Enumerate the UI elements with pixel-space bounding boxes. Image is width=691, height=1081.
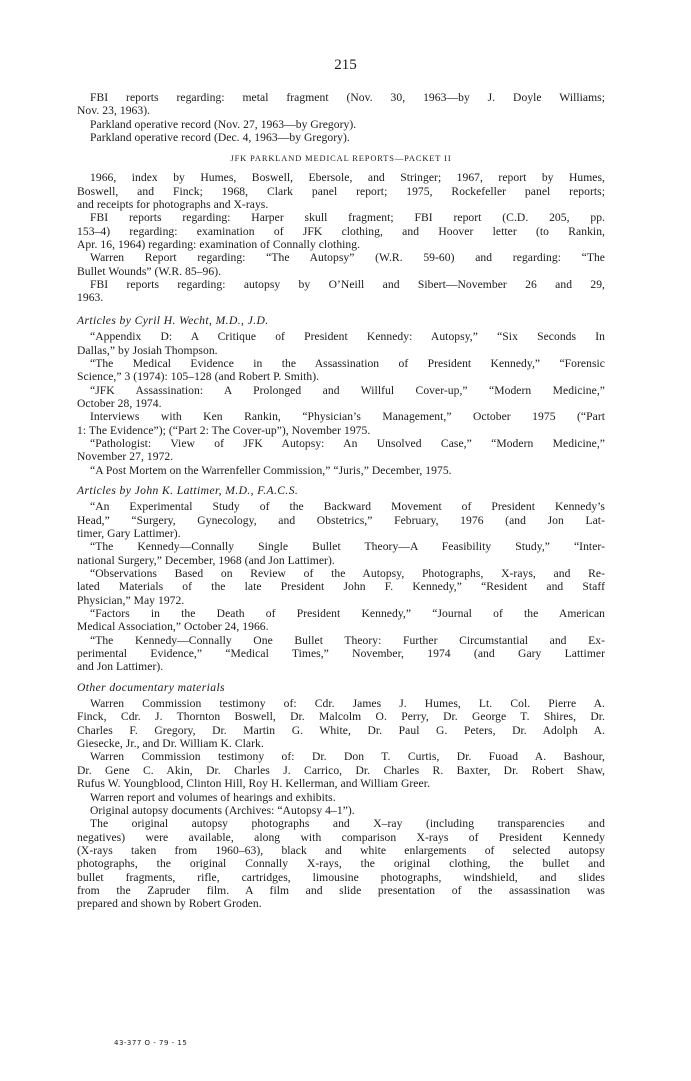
text-line: “The Kennedy—Connally Single Bullet Theory—A Feasibility Study,” “Inter-: [90, 540, 605, 554]
lattimer-block: [77, 500, 605, 673]
text-line: and receipts for photographs and X-rays.: [77, 198, 269, 212]
text-line: (X-rays taken from 1960–63), black and white enlargements of selected autopsy: [77, 843, 605, 857]
text-line: Bullet Wounds” (W.R. 85–96).: [77, 264, 222, 278]
text-line: perimental Evidence,” “Medical Times,” November, 1974 (and Gary Lattimer: [77, 647, 605, 661]
text-line: Dallas,” by Josiah Thompson.: [77, 343, 218, 357]
text-line: Parkland operative record (Nov. 27, 1963—by Gregory).: [90, 117, 357, 131]
text-line: 1: The Evidence”); (“Part 2: The Cover-up”), November 1975.: [77, 423, 371, 437]
text-line: Head,” “Surgery, Gynecology, and Obstetrics,” February, 1976 (and Jon Lat-: [77, 513, 605, 527]
text-line: photographs, the original Connally X-rays, the original clothing, the bullet and: [77, 857, 605, 871]
text-line: “The Medical Evidence in the Assassination of President Kennedy,” “Forensic: [90, 356, 605, 370]
text-line: timer, Gary Lattimer).: [77, 526, 181, 540]
wecht-subheading: Articles by Cyril H. Wecht, M.D., J.D.: [77, 313, 269, 327]
text-line: and Jon Lattimer).: [77, 660, 164, 674]
text-line: FBI reports regarding: autopsy by O’Neill and Sibert—November 26 and 29,: [90, 278, 605, 292]
text-line: “Factors in the Death of President Kennedy,” “Journal of the American: [90, 607, 605, 621]
lattimer-subheading: Articles by John K. Lattimer, M.D., F.A.C.S.: [77, 483, 299, 497]
text-line: November 27, 1972.: [77, 450, 174, 464]
text-line: Charles F. Gregory, Dr. Martin G. White, Dr. Paul G. Peters, Dr. Adolph A.: [77, 723, 605, 737]
section-heading: JFK PARKLAND MEDICAL REPORTS—PACKET II: [230, 154, 452, 164]
text-line: Medical Association,” October 24, 1966.: [77, 620, 269, 634]
text-line: Warren report and volumes of hearings and exhibits.: [90, 790, 336, 804]
text-line: Interviews with Ken Rankin, “Physician’s Management,” October 1975 (“Part: [90, 410, 605, 424]
print-code-footer: 43-377 O - 79 - 15: [114, 1039, 188, 1047]
text-line: bullet fragments, rifle, cartridges, limousine photographs, windshield, and slides: [77, 870, 605, 884]
text-line: “The Kennedy—Connally One Bullet Theory: Further Circumstantial and Ex-: [90, 633, 605, 647]
document-body: [77, 91, 605, 911]
text-line: Warren Report regarding: “The Autopsy” (W.R. 59-60) and regarding: “The: [90, 251, 605, 265]
text-line: “Observations Based on Review of the Autopsy, Photographs, X-rays, and Re-: [90, 567, 605, 580]
text-line: Boswell, and Finck; 1968, Clark panel report; 1975, Rockefeller panel reports;: [77, 184, 605, 198]
text-line: Warren Commission testimony of: Cdr. James J. Humes, Lt. Col. Pierre A.: [90, 697, 605, 711]
other-block: [77, 697, 605, 911]
text-line: Nov. 23, 1963).: [77, 104, 151, 118]
text-line: Finck, Cdr. J. Thornton Boswell, Dr. Malcolm O. Perry, Dr. George T. Shires, Dr.: [77, 710, 605, 724]
text-line: Original autopsy documents (Archives: “Autopsy 4–1”).: [90, 803, 355, 817]
text-line: “Pathologist: View of JFK Autopsy: An Unsolved Case,” “Modern Medicine,”: [90, 436, 605, 450]
text-line: “A Post Mortem on the Warrenfeller Commission,” “Juris,” December, 1975.: [90, 463, 452, 477]
text-line: “An Experimental Study of the Backward Movement of President Kennedy’s: [90, 500, 605, 514]
text-line: from the Zapruder film. A film and slide presentation of the assassination was: [77, 883, 605, 897]
text-line: “Appendix D: A Critique of President Kennedy: Autopsy,” “Six Seconds In: [90, 330, 605, 344]
page-number: 215: [334, 57, 357, 73]
text-line: October 28, 1974.: [77, 396, 162, 410]
text-line: The original autopsy photographs and X–ray (including transparencies and: [90, 817, 605, 831]
text-line: Parkland operative record (Dec. 4, 1963—by Gregory).: [90, 131, 350, 145]
wecht-block: [77, 330, 605, 477]
text-line: negatives) were available, along with comparison X-rays of President Kennedy: [77, 830, 605, 844]
text-line: FBI reports regarding: Harper skull fragment; FBI report (C.D. 205, pp.: [90, 211, 605, 225]
text-line: national Surgery,” December, 1968 (and Jon Lattimer).: [77, 553, 335, 567]
text-line: 153–4) regarding: examination of JFK clothing, and Hoover letter (to Rankin,: [77, 224, 605, 238]
text-line: Science,” 3 (1974): 105–128 (and Robert P. Smith).: [77, 370, 320, 384]
text-line: 1963.: [77, 291, 104, 305]
text-line: Apr. 16, 1964) regarding: examination of Connally clothing.: [77, 238, 361, 252]
text-line: Giesecke, Jr., and Dr. William K. Clark.: [77, 737, 264, 751]
packet-block: [77, 171, 605, 304]
text-line: Warren Commission testimony of: Dr. Don T. Curtis, Dr. Fuoad A. Bashour,: [90, 750, 605, 764]
text-line: Dr. Gene C. Akin, Dr. Charles J. Carrico, Dr. Charles R. Baxter, Dr. Robert Shaw,: [77, 763, 605, 777]
text-line: prepared and shown by Robert Groden.: [77, 897, 262, 911]
text-line: “JFK Assassination: A Prolonged and Willful Cover-up,” “Modern Medicine,”: [90, 383, 605, 397]
intro-block: [77, 91, 605, 144]
text-line: Physician,” May 1972.: [77, 593, 185, 607]
text-line: lated Materials of the late President John F. Kennedy,” “Resident and Staff: [77, 580, 605, 594]
text-line: 1966, index by Humes, Boswell, Ebersole, and Stringer; 1967, report by Humes,: [90, 171, 605, 185]
other-subheading: Other documentary materials: [77, 680, 225, 694]
text-line: Rufus W. Youngblood, Clinton Hill, Roy H. Kellerman, and William Greer.: [77, 777, 430, 791]
text-line: FBI reports regarding: metal fragment (Nov. 30, 1963—by J. Doyle Williams;: [90, 91, 605, 104]
